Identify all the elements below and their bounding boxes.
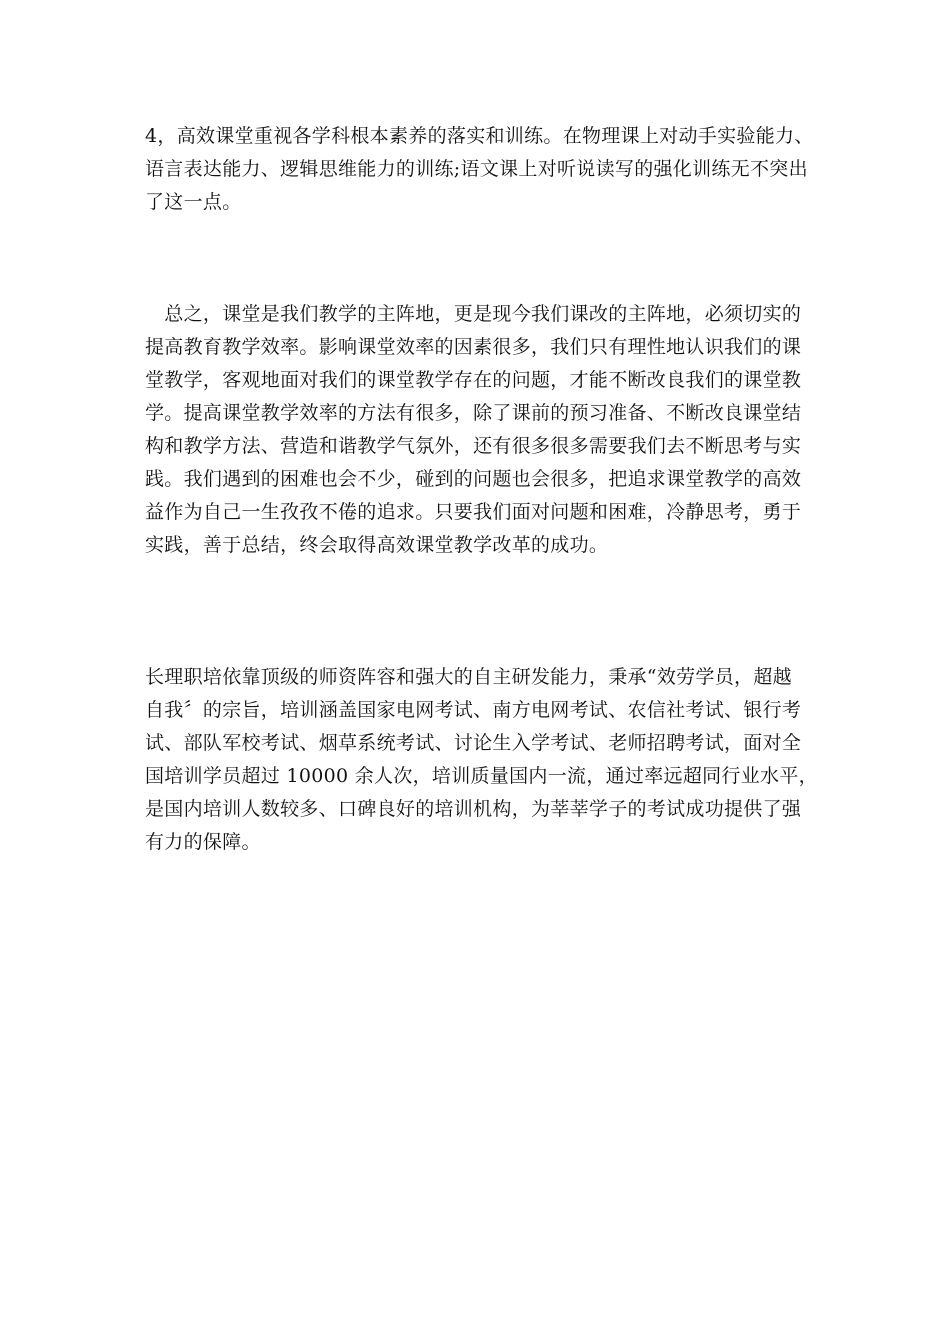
paragraph-line: 践。我们遇到的困难也会不少，碰到的问题也会很多，把追求课堂教学的高效 — [145, 468, 802, 490]
paragraph-line: 自我〞的宗旨，培训涵盖国家电网考试、南方电网考试、农信社考试、银行考 — [145, 699, 802, 721]
paragraph-line: 堂教学，客观地面对我们的课堂教学存在的问题，才能不断改良我们的课堂教 — [145, 369, 802, 391]
paragraph-line: 学。提高课堂教学效率的方法有很多，除了课前的预习准备、不断改良课堂结 — [145, 402, 802, 424]
paragraph-line: 长理职培依靠顶级的师资阵容和强大的自主研发能力，秉承“效劳学员，超越 — [145, 666, 792, 688]
paragraph-line: 语言表达能力、逻辑思维能力的训练;语文课上对听说读写的强化训练无不突出 — [145, 158, 808, 180]
paragraph-line: 提高教育教学效率。影响课堂效率的因素很多，我们只有理性地认识我们的课 — [145, 336, 802, 358]
paragraph-advertisement — [145, 661, 818, 859]
paragraph-line: 是国内培训人数较多、口碑良好的培训机构，为莘莘学子的考试成功提供了强 — [145, 798, 802, 820]
paragraph-line: 国培训学员超过 10000 余人次，培训质量国内一流，通过率远超同行业水平， — [145, 765, 818, 787]
paragraph-line: 4，高效课堂重视各学科根本素养的落实和训练。在物理课上对动手实验能力、 — [145, 125, 814, 147]
paragraph-line: 有力的保障。 — [145, 831, 261, 853]
paragraph-line: 构和教学方法、营造和谐教学气氛外，还有很多很多需要我们去不断思考与实 — [145, 435, 802, 457]
paragraph-conclusion — [145, 298, 810, 562]
paragraph-line: 试、部队军校考试、烟草系统考试、讨论生入学考试、老师招聘考试，面对全 — [145, 732, 802, 754]
paragraph-line: 实践，善于总结，终会取得高效课堂教学改革的成功。 — [145, 534, 609, 556]
paragraph-line: 了这一点。 — [145, 191, 242, 213]
paragraph-line: 益作为自己一生孜孜不倦的追求。只要我们面对问题和困难，冷静思考，勇于 — [145, 501, 802, 523]
paragraph-line: 总之，课堂是我们教学的主阵地，更是现今我们课改的主阵地，必须切实的 — [145, 303, 802, 325]
paragraph-core-literacy — [145, 120, 814, 219]
